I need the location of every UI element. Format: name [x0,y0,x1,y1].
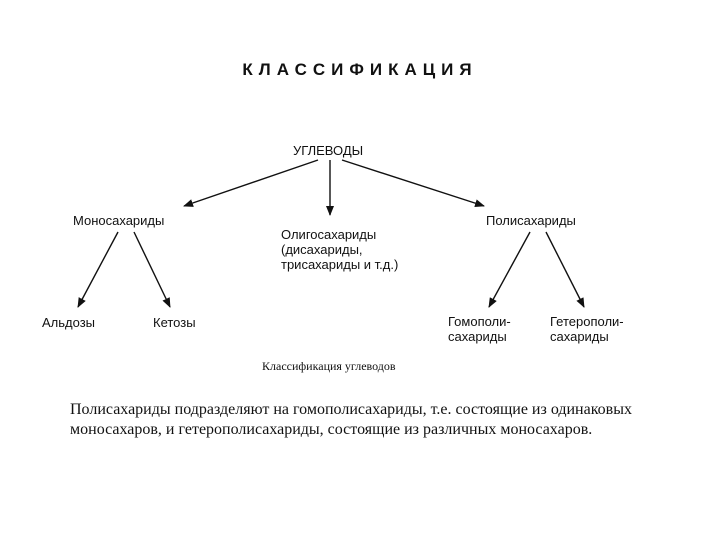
arrow-poly-to-homo [489,232,530,307]
homo-line-2: сахариды [448,329,507,344]
oligo-line-3: трисахариды и т.д.) [281,257,399,272]
node-homopolysaccharides [448,314,511,344]
arrow-root-to-poly [342,160,484,206]
arrow-mono-to-ketoses [134,232,170,307]
homo-line-1: Гомополи- [448,314,511,329]
oligo-line-1: Олигосахариды [281,227,377,242]
node-oligosaccharides [281,227,398,272]
node-ketoses: Кетозы [153,315,196,330]
node-carbohydrates: УГЛЕВОДЫ [293,143,364,158]
arrow-mono-to-aldoses [78,232,118,307]
diagram-caption: Классификация углеводов [262,359,396,373]
arrow-root-to-mono [184,160,318,206]
hetero-line-1: Гетерополи- [550,314,624,329]
arrow-poly-to-hetero [546,232,584,307]
page-title: КЛАССИФИКАЦИЯ [242,60,478,79]
node-heteropolysaccharides [550,314,624,344]
node-aldoses: Альдозы [42,315,96,330]
oligo-line-2: (дисахариды, [281,242,363,257]
node-polysaccharides: Полисахариды [486,213,576,228]
hetero-line-2: сахариды [550,329,609,344]
description-paragraph: Полисахариды подразделяют на гомополисахариды, т.е. состоящие из одинаковых моносахаров, и гетерополисахариды, состоящие из различных моносахаров. [70,401,632,438]
node-monosaccharides: Моносахариды [73,213,165,228]
